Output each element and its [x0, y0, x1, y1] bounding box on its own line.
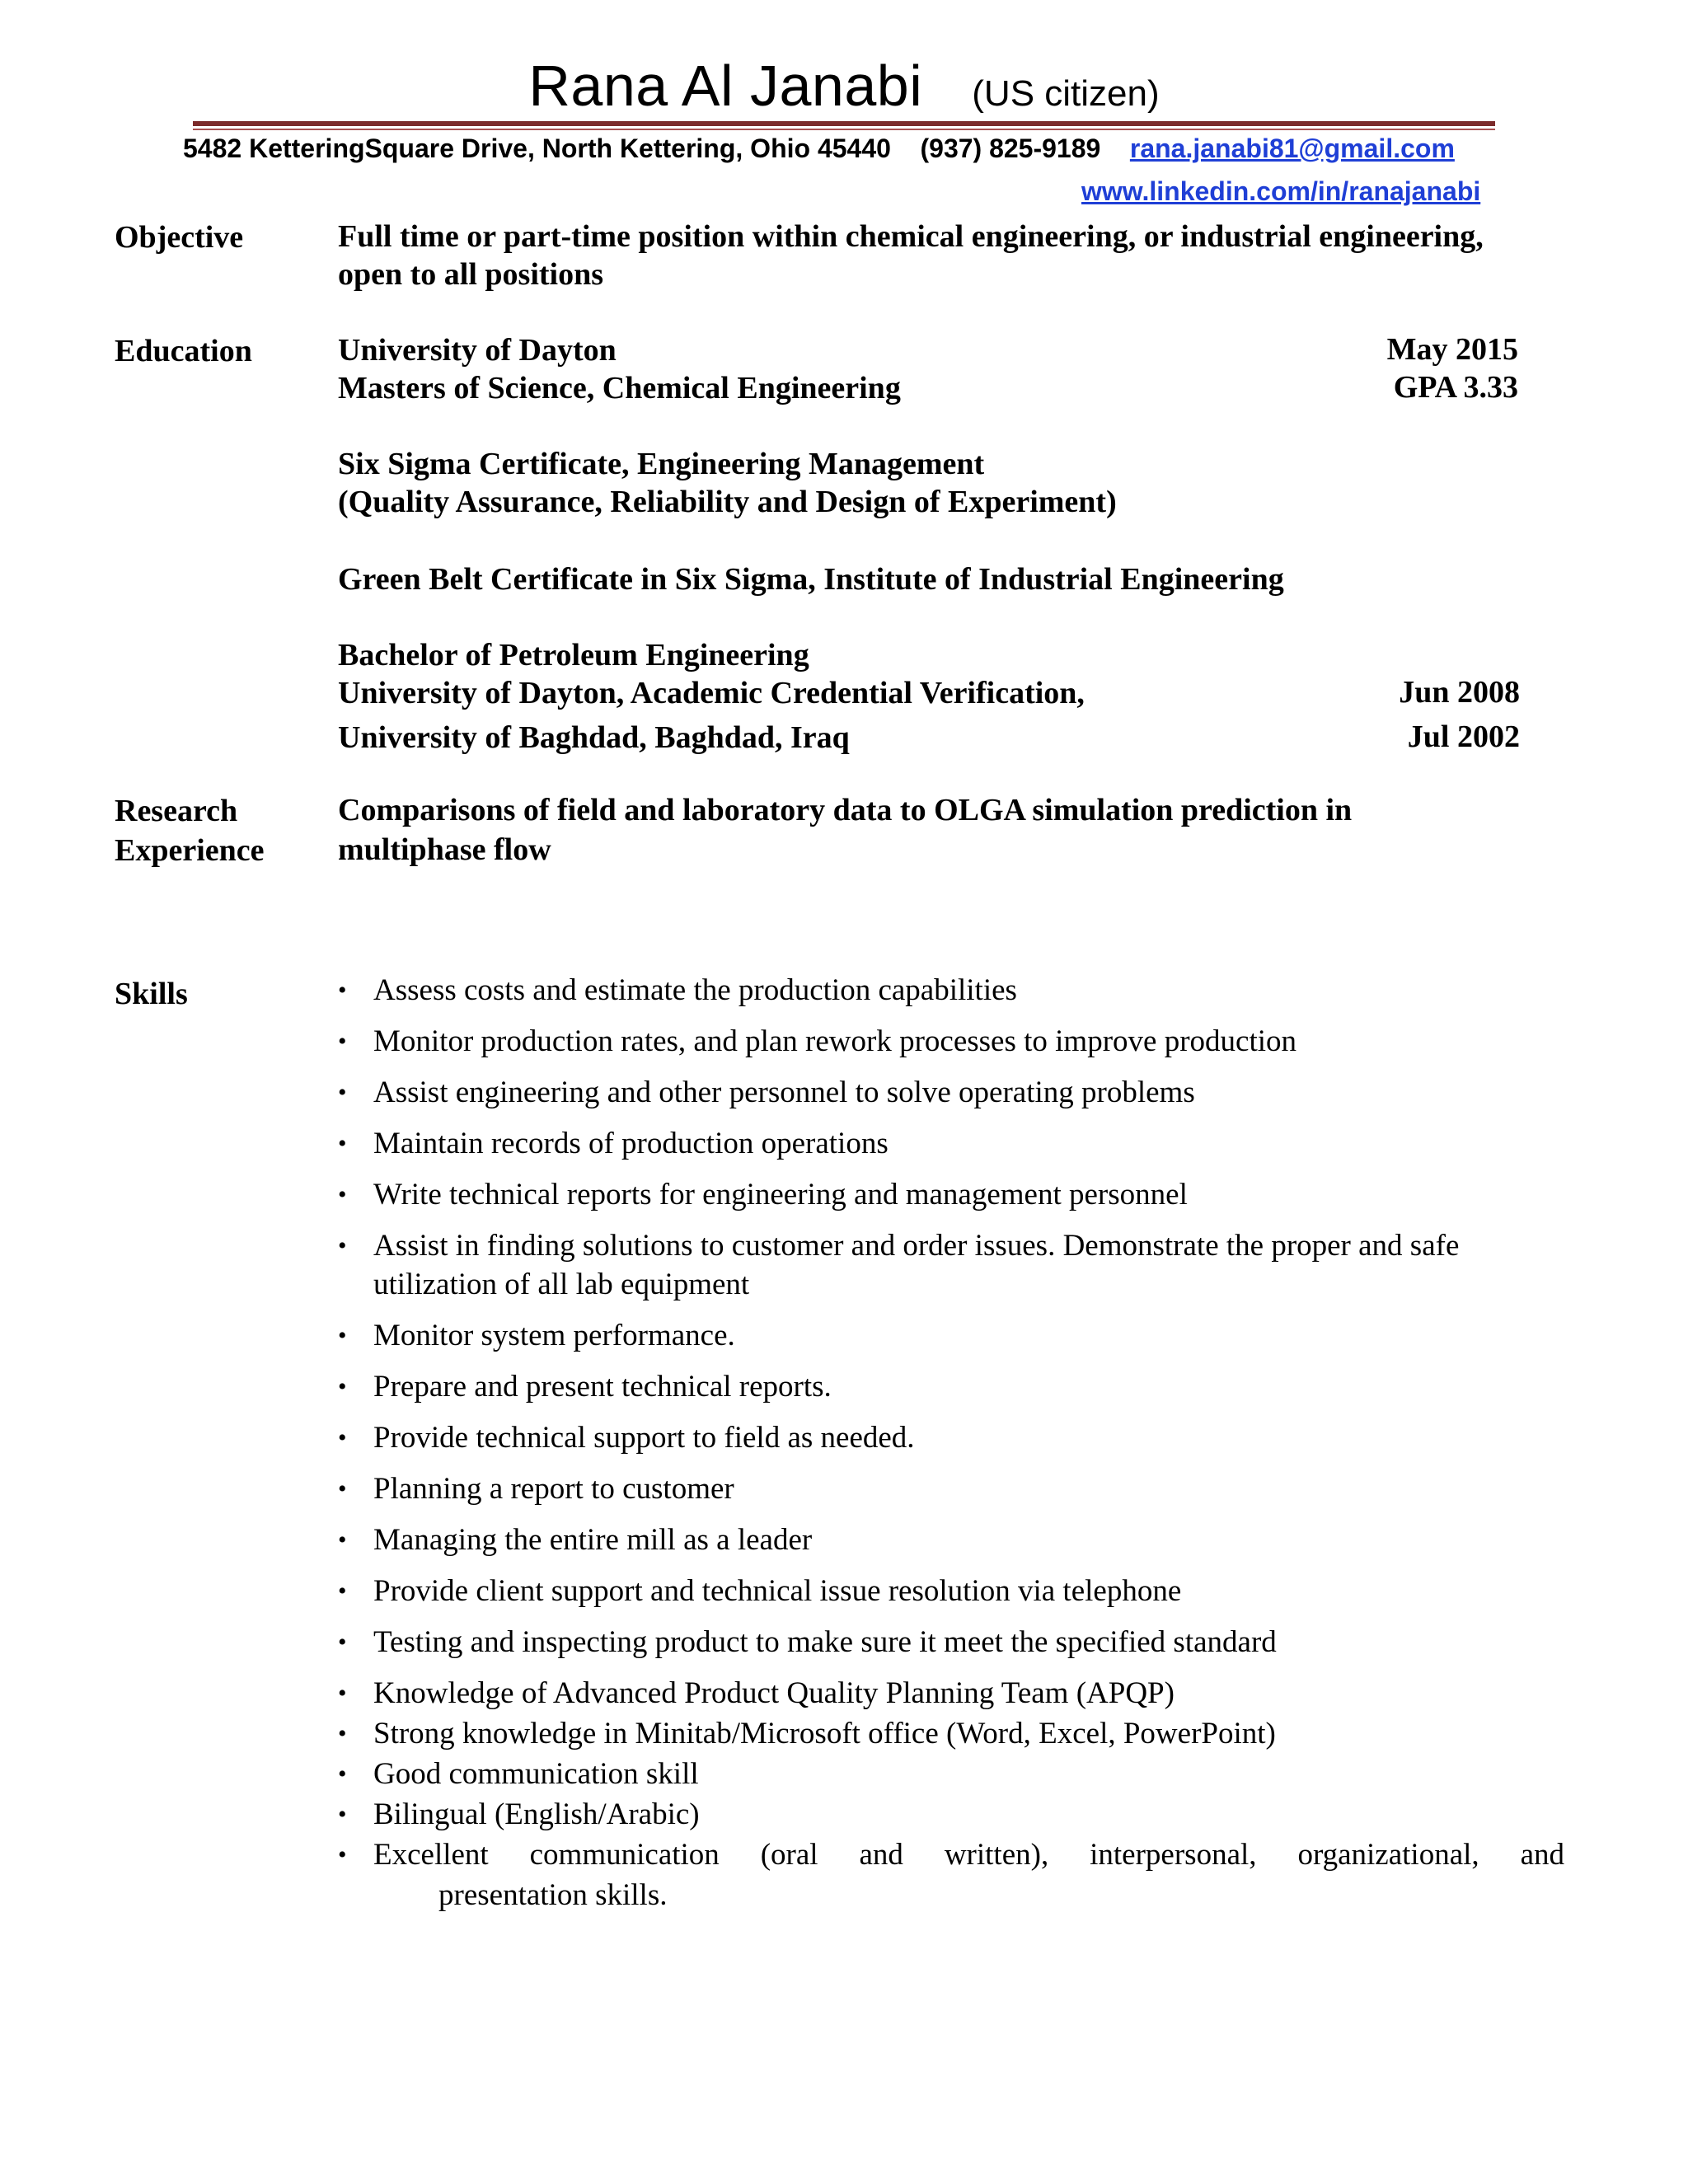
- bullet: •: [338, 1629, 347, 1656]
- list-item: • Strong knowledge in Minitab/Microsoft office (Word, Excel, PowerPoint): [338, 1714, 1564, 1753]
- bullet: •: [338, 1841, 347, 1868]
- date-may-2015: May 2015: [1386, 332, 1518, 367]
- bullet: •: [338, 1232, 347, 1259]
- bullet: •: [338, 1680, 347, 1707]
- gpa: GPA 3.33: [1393, 370, 1518, 405]
- address: 5482 KetteringSquare Drive, North Kettering, Ohio 45440: [183, 134, 891, 163]
- list-item: • Planning a report to customer: [338, 1469, 1564, 1508]
- list-item-continuation: presentation skills.: [438, 1878, 668, 1912]
- degree-bachelor: Bachelor of Petroleum Engineering: [338, 638, 809, 673]
- list-item: • Knowledge of Advanced Product Quality Planning Team (APQP): [338, 1674, 1564, 1713]
- bullet: •: [338, 1475, 347, 1502]
- list-item: • Provide client support and technical issue resolution via telephone: [338, 1572, 1564, 1610]
- candidate-name: Rana Al Janabi: [528, 54, 923, 118]
- cert-six-sigma: Six Sigma Certificate, Engineering Management: [338, 447, 985, 481]
- school-baghdad: University of Baghdad, Baghdad, Iraq: [338, 720, 850, 755]
- contact-line: [183, 134, 1455, 164]
- list-item: • Testing and inspecting product to make sure it meet the specified standard: [338, 1623, 1564, 1661]
- research-line-1: Comparisons of field and laboratory data to OLGA simulation prediction in: [338, 793, 1353, 827]
- objective-line-2: open to all positions: [338, 257, 604, 292]
- header-rule-thin: [193, 129, 1495, 130]
- list-item: • Monitor system performance.: [338, 1316, 1564, 1355]
- list-item: • Write technical reports for engineering and management personnel: [338, 1175, 1564, 1214]
- citizenship-note: (US citizen): [972, 73, 1160, 114]
- credential-verification: University of Dayton, Academic Credential Verification,: [338, 676, 1085, 710]
- bullet: •: [338, 1801, 347, 1828]
- bullet: •: [338, 1720, 347, 1747]
- list-item: • Excellent communication (oral and written), interpersonal, organizational, and: [338, 1835, 1564, 1874]
- skills-list: [338, 971, 1564, 1916]
- date-jul-2002: Jul 2002: [1407, 719, 1520, 754]
- degree-masters: Masters of Science, Chemical Engineering: [338, 371, 901, 405]
- list-item: • Bilingual (English/Arabic): [338, 1795, 1564, 1834]
- list-item: • Assist engineering and other personnel to solve operating problems: [338, 1073, 1564, 1112]
- linkedin-link[interactable]: www.linkedin.com/in/ranajanabi: [1081, 176, 1481, 206]
- skills-label: Skills: [115, 977, 188, 1011]
- bullet: •: [338, 1079, 347, 1106]
- research-line-2: multiphase flow: [338, 832, 551, 867]
- school-dayton: University of Dayton: [338, 333, 617, 368]
- objective-label: Objective: [115, 220, 244, 255]
- list-item: • Assist in finding solutions to customer and order issues. Demonstrate the proper and safe utilization of all lab equipment: [338, 1226, 1564, 1304]
- list-item: • Good communication skill: [338, 1755, 1564, 1793]
- email-link[interactable]: rana.janabi81@gmail.com: [1129, 134, 1455, 163]
- cert-six-sigma-detail: (Quality Assurance, Reliability and Design of Experiment): [338, 485, 1117, 519]
- research-label: Research: [115, 794, 238, 828]
- list-item: • Monitor production rates, and plan rework processes to improve production: [338, 1022, 1564, 1061]
- bullet: •: [338, 1181, 347, 1208]
- bullet: •: [338, 1577, 347, 1605]
- objective-line-1: Full time or part-time position within chemical engineering, or industrial engineering,: [338, 219, 1484, 254]
- list-item: • Assess costs and estimate the production capabilities: [338, 971, 1564, 1010]
- list-item: • Prepare and present technical reports.: [338, 1367, 1564, 1406]
- bullet: •: [338, 1526, 347, 1554]
- education-label: Education: [115, 334, 252, 368]
- experience-label: Experience: [115, 833, 265, 868]
- bullet: •: [338, 977, 347, 1004]
- list-item: • Maintain records of production operations: [338, 1124, 1564, 1163]
- phone: (937) 825-9189: [920, 134, 1101, 163]
- bullet: •: [338, 1130, 347, 1157]
- bullet: •: [338, 1424, 347, 1451]
- bullet: •: [338, 1028, 347, 1055]
- cert-green-belt: Green Belt Certificate in Six Sigma, Institute of Industrial Engineering: [338, 562, 1284, 597]
- date-jun-2008: Jun 2008: [1399, 675, 1520, 710]
- header: [0, 53, 1688, 119]
- bullet: •: [338, 1322, 347, 1349]
- bullet: •: [338, 1760, 347, 1788]
- list-item: • Managing the entire mill as a leader: [338, 1521, 1564, 1559]
- header-rule: [193, 121, 1495, 126]
- list-item: • Provide technical support to field as needed.: [338, 1418, 1564, 1457]
- bullet: •: [338, 1373, 347, 1400]
